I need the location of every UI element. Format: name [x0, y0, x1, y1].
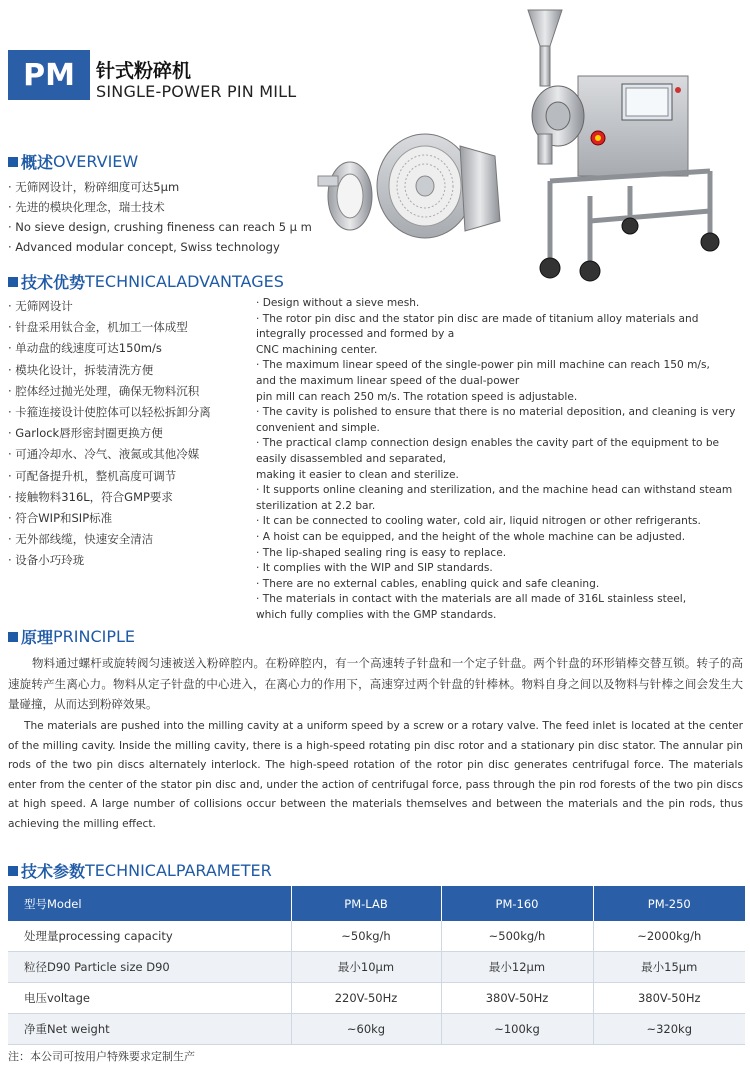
advantage-line-en: CNC machining center.: [256, 343, 378, 356]
table-row: [8, 1014, 745, 1045]
heading-square-icon: [8, 866, 18, 876]
table-header-row: [8, 886, 745, 921]
parameter-table: [8, 886, 745, 1045]
overview-item: · 先进的模块化理念，瑞士技术: [8, 200, 165, 214]
advantages-heading: 技术优势 TECHNICALADVANTAGES: [8, 270, 284, 293]
advantage-item-cn: · 腔体经过抛光处理，确保无物料沉积: [8, 383, 200, 398]
advantage-line-en: sterilization at 2.2 bar.: [256, 499, 376, 512]
advantage-line-en: making it easier to clean and sterilize.: [256, 468, 459, 481]
table-cell: 380V-50Hz: [593, 983, 745, 1014]
advantage-line-en: and the maximum linear speed of the dual-power: [256, 374, 520, 387]
advantage-line-en: · A hoist can be equipped, and the height of the whole machine can be adjusted.: [256, 530, 686, 543]
table-cell: ~60kg: [291, 1014, 441, 1045]
table-row: [8, 983, 745, 1014]
heading-square-icon: [8, 632, 18, 642]
advantage-item-cn: · 无外部线缆，快速安全清洁: [8, 532, 154, 547]
footnote: 注：本公司可按用户特殊要求定制生产: [8, 1050, 195, 1063]
heading-square-icon: [8, 157, 18, 167]
table-row: [8, 952, 745, 983]
advantage-line-en: convenient and simple.: [256, 421, 380, 434]
overview-item: · No sieve design, crushing fineness can reach 5 μ m: [8, 220, 312, 234]
table-cell: 380V-50Hz: [441, 983, 593, 1014]
advantage-line-en: pin mill can reach 250 m/s. The rotation speed is adjustable.: [256, 390, 578, 403]
advantage-item-cn: · 模块化设计，拆装清洗方便: [8, 362, 154, 377]
pin-disc-parts: [318, 134, 500, 238]
advantage-item-cn: · 接触物料316L，符合GMP要求: [8, 489, 173, 504]
parameters-heading: 技术参数 TECHNICALPARAMETER: [8, 859, 272, 882]
advantage-line-en: easily disassembled and separated,: [256, 452, 447, 465]
advantage-item-cn: · 设备小巧玲珑: [8, 553, 85, 568]
advantage-item-cn: · 针盘采用钛合金，机加工一体成型: [8, 320, 188, 335]
principle-text-en: The materials are pushed into the milling cavity at a uniform speed by a screw or a rotary valve. The feed inlet is located at the center of the milling cavity. Inside the milling cavity, there is a high-speed rotating pin disc rotor and a stationary pin disc stator. The annular pin rods of the two pin discs alternately interlock. The high-speed rotation of the rotor pin disc generates centrifugal force. The materials enter from the center of the stator pin disc and, under the action of centrifugal force, pass through the pin rod forests of the two pin discs at high speed. A large number of collisions occur between the materials themselves and between the materials and the pin rods, thus achieving the milling effect.: [8, 720, 743, 830]
pin-mill-machine-image: [300, 6, 750, 296]
overview-heading: 概述 OVERVIEW: [8, 150, 138, 173]
column-header-model: 型号Model: [8, 886, 291, 921]
table-cell: ~50kg/h: [291, 921, 441, 952]
advantage-line-en: · It complies with the WIP and SIP standards.: [256, 562, 493, 575]
advantage-line-en: · The practical clamp connection design enables the cavity part of the equipment to be: [256, 437, 720, 450]
row-label: 处理量processing capacity: [8, 921, 291, 952]
advantage-line-en: · It can be connected to cooling water, cold air, liquid nitrogen or other refrigerants.: [256, 515, 701, 528]
advantage-line-en: · The cavity is polished to ensure that there is no material deposition, and cleaning is very: [256, 406, 736, 419]
table-cell: ~320kg: [593, 1014, 745, 1045]
advantage-item-cn: · 卡箍连接设计使腔体可以轻松拆卸分离: [8, 405, 211, 420]
advantage-line-en: · There are no external cables, enabling quick and safe cleaning.: [256, 577, 600, 590]
advantages-list-en: [256, 296, 748, 623]
principle-text-cn: 物料通过螺杆或旋转阀匀速被送入粉碎腔内。在粉碎腔内，有一个高速转子针盘和一个定子针盘。两个针盘的环形销棒交替互锁。转子的高速旋转产生离心力。物料从定子针盘的中心进入，在离心力的作用下，高速穿过两个针盘的针棒林。物料自身之间以及物料与针棒之间会发生大量碰撞，从而达到粉碎效果。: [8, 656, 743, 711]
row-label: 粒径D90 Particle size D90: [8, 952, 291, 983]
advantage-line-en: · Design without a sieve mesh.: [256, 297, 420, 309]
title-chinese: 针式粉碎机: [96, 60, 192, 82]
table-cell: 最小10μm: [291, 952, 441, 983]
advantages-list-cn: [8, 296, 211, 572]
product-badge: PM: [8, 50, 90, 100]
caster-wheels: [540, 218, 719, 281]
advantage-line-en: · The rotor pin disc and the stator pin disc are made of titanium alloy materials and: [256, 312, 699, 325]
advantage-item-cn: · 可配备提升机，整机高度可调节: [8, 468, 177, 483]
title-english: SINGLE-POWER PIN MILL: [96, 82, 297, 101]
table-cell: 最小12μm: [441, 952, 593, 983]
overview-item: · 无筛网设计，粉碎细度可达5μm: [8, 180, 180, 194]
table-row: [8, 921, 745, 952]
overview-list: [8, 177, 312, 257]
column-header-pm-160: PM-160: [441, 886, 593, 921]
principle-heading: 原理 PRINCIPLE: [8, 625, 135, 648]
advantage-item-cn: · 符合WIP和SIP标准: [8, 511, 113, 526]
table-cell: ~100kg: [441, 1014, 593, 1045]
advantage-item-cn: · Garlock唇形密封圈更换方便: [8, 426, 163, 441]
advantage-item-cn: · 单动盘的线速度可达150m/s: [8, 341, 162, 356]
heading-square-icon: [8, 277, 18, 287]
row-label: 净重Net weight: [8, 1014, 291, 1045]
advantage-line-en: which fully complies with the GMP standards.: [256, 608, 497, 621]
table-cell: ~2000kg/h: [593, 921, 745, 952]
table-cell: ~500kg/h: [441, 921, 593, 952]
advantage-line-en: · The materials in contact with the materials are all made of 316L stainless steel,: [256, 593, 687, 606]
machine-body: [532, 76, 688, 176]
table-cell: 220V-50Hz: [291, 983, 441, 1014]
overview-item: · Advanced modular concept, Swiss technology: [8, 240, 280, 254]
table-cell: 最小15μm: [593, 952, 745, 983]
column-header-pm-250: PM-250: [593, 886, 745, 921]
advantage-line-en: · The lip-shaped sealing ring is easy to replace.: [256, 546, 507, 559]
advantage-item-cn: · 可通冷却水、冷气、液氮或其他冷媒: [8, 447, 200, 462]
feed-funnel: [528, 10, 562, 86]
advantage-item-cn: · 无筛网设计: [8, 299, 73, 313]
advantage-line-en: integrally processed and formed by a: [256, 328, 455, 341]
advantage-line-en: · It supports online cleaning and sterilization, and the machine head can withstand steam: [256, 484, 733, 497]
row-label: 电压voltage: [8, 983, 291, 1014]
advantage-line-en: · The maximum linear speed of the single-power pin mill machine can reach 150 m/s,: [256, 359, 710, 372]
column-header-pm-lab: PM-LAB: [291, 886, 441, 921]
